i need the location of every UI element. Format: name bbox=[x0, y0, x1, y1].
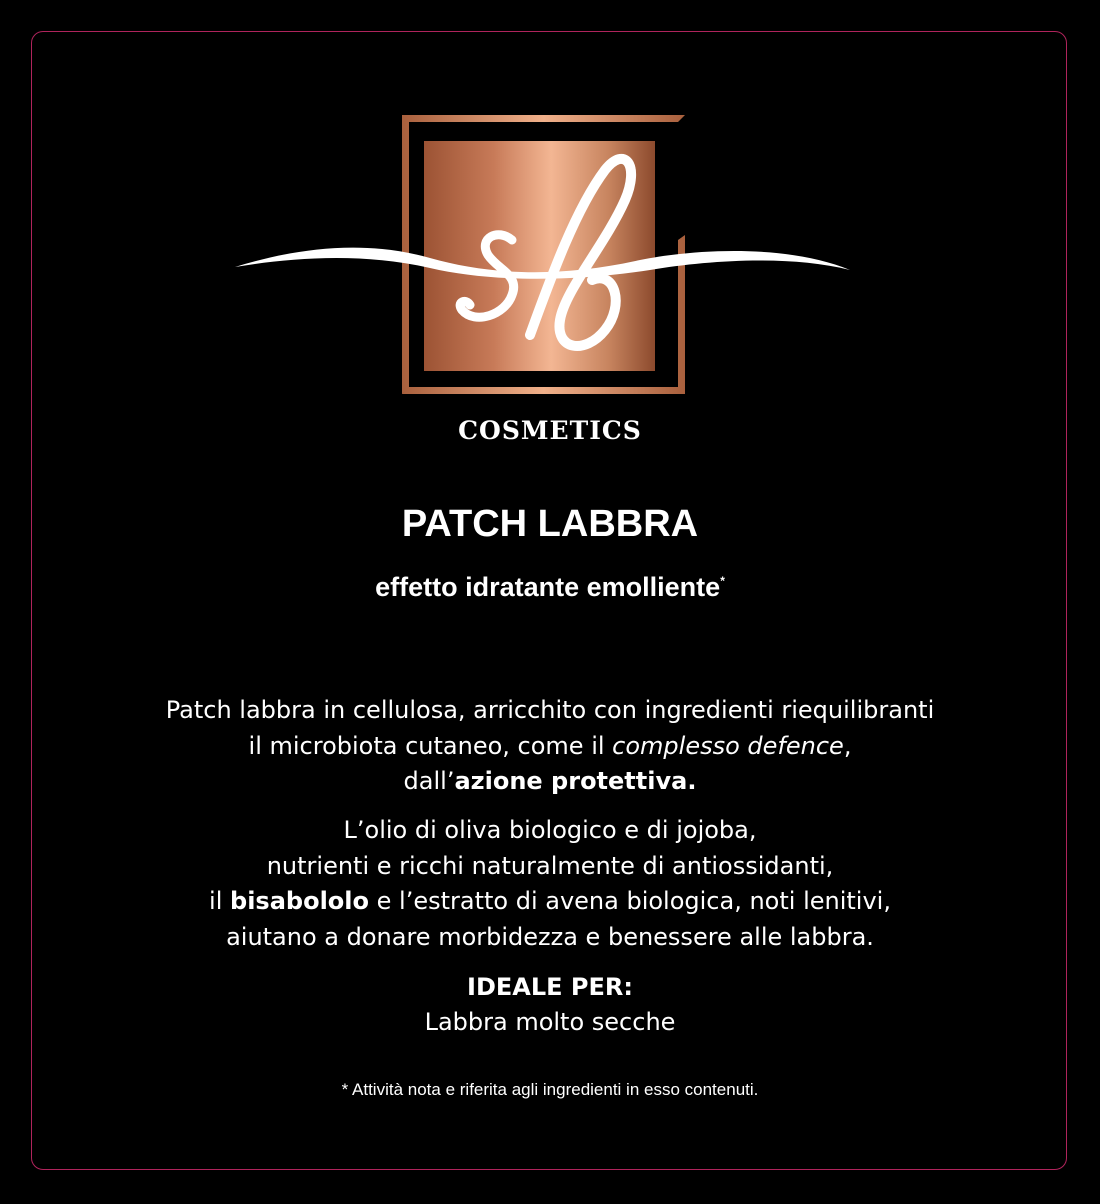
inner-square bbox=[424, 141, 655, 371]
text-line: Patch labbra in cellulosa, arricchito con ingredienti riequilibranti bbox=[165, 696, 935, 724]
text-span: e l’estratto di avena biologica, noti lenitivi, bbox=[369, 887, 891, 915]
text-line: aiutano a donare morbidezza e benessere alle labbra. bbox=[226, 922, 874, 951]
description-paragraph-1 bbox=[0, 693, 1100, 800]
brand-name: COSMETICS bbox=[458, 416, 642, 445]
text-span: dall’ bbox=[403, 767, 455, 795]
text-line: nutrienti e ricchi naturalmente di antiossidanti, bbox=[266, 851, 834, 880]
emphasis-text: complesso defence bbox=[612, 731, 844, 760]
sb-cosmetics-logo bbox=[230, 110, 855, 410]
product-subtitle bbox=[0, 572, 1100, 603]
ideal-heading: IDEALE PER: bbox=[467, 973, 633, 1001]
text-span: , bbox=[843, 731, 852, 760]
ideal-for-section bbox=[0, 970, 1100, 1040]
product-title: PATCH LABBRA bbox=[401, 503, 699, 545]
asterisk-mark: * bbox=[720, 574, 725, 588]
text-span: il bbox=[209, 887, 231, 915]
footnote: * Attività nota e riferita agli ingredienti in esso contenuti. bbox=[341, 1080, 759, 1099]
description-paragraph-2 bbox=[0, 813, 1100, 955]
text-line bbox=[0, 884, 1100, 920]
text-span: il microbiota cutaneo, come il bbox=[248, 731, 613, 760]
text-line bbox=[0, 729, 1100, 765]
text-line bbox=[0, 764, 1100, 800]
bold-text: bisabololo bbox=[230, 887, 369, 915]
bold-text: azione protettiva. bbox=[454, 767, 697, 795]
subtitle-text: effetto idratante emolliente bbox=[375, 572, 721, 602]
text-line: L’olio di oliva biologico e di jojoba, bbox=[343, 816, 757, 844]
ideal-value: Labbra molto secche bbox=[424, 1008, 676, 1036]
